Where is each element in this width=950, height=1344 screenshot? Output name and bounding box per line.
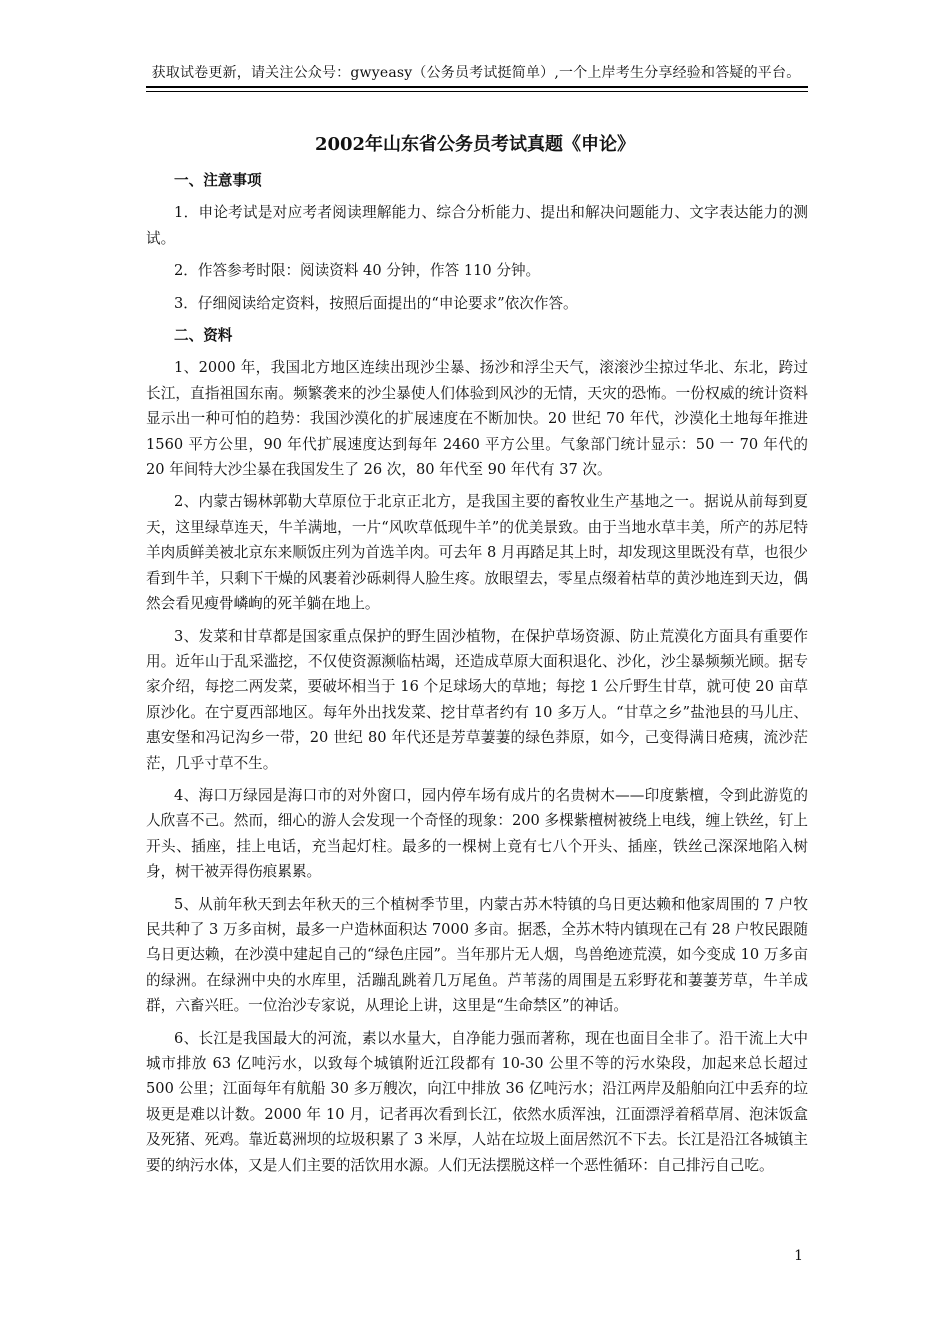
document-body <box>146 168 808 1185</box>
section-heading-notes: 一、注意事项 <box>174 172 262 189</box>
section-heading-materials: 二、资料 <box>174 327 233 345</box>
note-item: 2．作答参考时限：阅读资料 40 分钟，作答 110 分钟。 <box>174 262 541 280</box>
material-paragraph: 2、内蒙古锡林郭勒大草原位于北京正北方，是我国主要的畜牧业生产基地之一。据说从前每到夏天，这里绿草连天，牛羊满地，一片“风吹草低现牛羊”的优美景致。由于当地水草丰美，所产的苏尼特羊肉质鲜美被北京东来顺饭庄列为首选羊肉。可去年 8 月再踏足其上时，却发现这里既没有草，也很少看到牛羊，只剩下干燥的风裹着沙砾刺得人脸生疼。放眼望去，零星点缀着枯草的黄沙地连到天边，偶然会看见瘦骨嶙峋的死羊躺在地上。 <box>146 493 808 613</box>
note-item: 1．申论考试是对应考者阅读理解能力、综合分析能力、提出和解决问题能力、文字表达能力的测试。 <box>146 204 808 247</box>
material-paragraph: 4、海口万绿园是海口市的对外窗口，园内停车场有成片的名贵树木——印度紫檀，令到此游览的人欣喜不己。然而，细心的游人会发现一个奇怪的现象：200 多棵紫檀树被绕上电线，缠上铁丝，钉上开头、插座，挂上电话，充当起灯柱。最多的一棵树上竟有七八个开头、插座，铁丝己深深地陷入树身，树干被弄得伤痕累累。 <box>146 786 808 881</box>
note-item: 3．仔细阅读给定资料，按照后面提出的“申论要求”依次作答。 <box>174 294 578 312</box>
page-header-text: 获取试卷更新，请关注公众号：gwyeasy（公务员考试挺简单）,一个上岸考生分享经验和答疑的平台。 <box>151 65 801 81</box>
material-paragraph: 1、2000 年，我国北方地区连续出现沙尘暴、扬沙和浮尘天气，滚滚沙尘掠过华北、东北，跨过长江，直指祖国东南。频繁袭来的沙尘暴使人们体验到风沙的无情，天灾的恐怖。一份权威的统计资料显示出一种可怕的趋势：我国沙漠化的扩展速度在不断加快。20 世纪 70 年代，沙漠化土地每年推进 1560 平方公里，90 年代扩展速度达到每年 2460 平方公里。气象部门统计显示：50 一 70 年代的 20 年间特大沙尘暴在我国发生了 26 次，80 年代至 90 年代有 37 次。 <box>146 359 808 479</box>
document-title: 2002年山东省公务员考试真题《申论》 <box>314 134 636 155</box>
material-paragraph: 3、发菜和甘草都是国家重点保护的野生固沙植物，在保护草场资源、防止荒漠化方面具有重要作用。近年山于乱采滥挖，不仅使资源濒临枯竭，还造成草原大面积退化、沙化，沙尘暴频频光顾。据专家介绍，每挖二两发菜，要破坏相当于 16 个足球场大的草地；每挖 1 公斤野生甘草，就可使 20 亩草原沙化。在宁夏西部地区。每年外出找发菜、挖甘草者约有 10 多万人。“甘草之乡”盐池县的马儿庄、惠安堡和冯记沟乡一带，20 世纪 80 年代还是芳草萋萋的绿色莽原，如今，己变得满日疮痍，流沙茫茫，几乎寸草不生。 <box>146 627 808 772</box>
material-paragraph: 5、从前年秋天到去年秋天的三个植树季节里，内蒙古苏木特镇的乌日更达赖和他家周围的 7 户牧民共种了 3 万多亩树，最多一户造林面积达 7000 多亩。据悉，全苏木特内镇现在己有 28 户牧民跟随乌日更达赖，在沙漠中建起自己的“绿色庄园”。当年那片无人烟，鸟兽绝迹荒漠，如今变成 10 万多亩的绿洲。在绿洲中央的水库里，活蹦乱跳着几万尾鱼。芦苇荡的周围是五彩野花和萋萋芳草，牛羊成群，六畜兴旺。一位治沙专家说，从理论上讲，这里是“生命禁区”的神话。 <box>146 895 808 1015</box>
material-paragraph: 6、长江是我国最大的河流，素以水量大，自净能力强而著称，现在也面目全非了。沿干流上大中城市排放 63 亿吨污水，以致每个城镇附近江段都有 10-30 公里不等的污水染段，加起来总长超过 500 公里；江面每年有航船 30 多万艘次，向江中排放 36 亿吨污水；沿江两岸及船舶向江中丢弃的垃圾更是难以计数。2000 年 10 月，记者再次看到长江，依然水质浑浊，江面漂浮着稻草屑、泡沫饭盒及死猪、死鸡。靠近葛洲坝的垃圾积累了 3 米厚，人站在垃圾上面居然沉不下去。长江是沿江各城镇主要的纳污水体，又是人们主要的活饮用水源。人们无法摆脱这样一个恶性循环：自己排污自己吃。 <box>146 1029 808 1174</box>
header-divider <box>146 86 808 92</box>
page-number: 1 <box>794 1248 803 1264</box>
